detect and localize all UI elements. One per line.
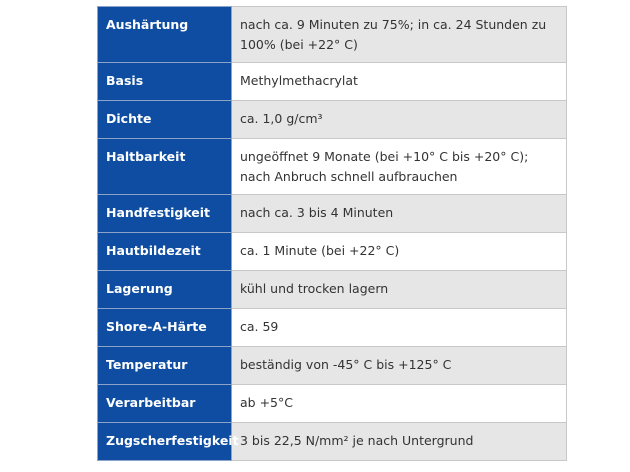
- spec-key: Basis: [98, 63, 232, 101]
- spec-value: ungeöffnet 9 Monate (bei +10° C bis +20° C); nach Anbruch schnell aufbrauchen: [232, 139, 567, 195]
- spec-key: Aushärtung: [98, 7, 232, 63]
- spec-value: beständig von -45° C bis +125° C: [232, 347, 567, 385]
- spec-key: Zugscherfestigkeit: [98, 423, 232, 461]
- spec-row-basis: [98, 63, 567, 101]
- spec-value: nach ca. 3 bis 4 Minuten: [232, 195, 567, 233]
- spec-value: kühl und trocken lagern: [232, 271, 567, 309]
- spec-key: Lagerung: [98, 271, 232, 309]
- spec-value: ca. 1 Minute (bei +22° C): [232, 233, 567, 271]
- spec-value: nach ca. 9 Minuten zu 75%; in ca. 24 Stunden zu 100% (bei +22° C): [232, 7, 567, 63]
- spec-row-haltbarkeit: [98, 139, 567, 195]
- spec-row-hautbildezeit: [98, 233, 567, 271]
- spec-key: Shore-A-Härte: [98, 309, 232, 347]
- spec-value: 3 bis 22,5 N/mm² je nach Untergrund: [232, 423, 567, 461]
- spec-row-aushaertung: [98, 7, 567, 63]
- spec-key: Dichte: [98, 101, 232, 139]
- spec-value: ab +5°C: [232, 385, 567, 423]
- spec-row-lagerung: [98, 271, 567, 309]
- spec-row-verarbeitbar: [98, 385, 567, 423]
- spec-value: Methylmethacrylat: [232, 63, 567, 101]
- spec-row-shore-a-haerte: [98, 309, 567, 347]
- spec-row-temperatur: [98, 347, 567, 385]
- spec-key: Handfestigkeit: [98, 195, 232, 233]
- spec-key: Haltbarkeit: [98, 139, 232, 195]
- spec-value: ca. 59: [232, 309, 567, 347]
- spec-row-handfestigkeit: [98, 195, 567, 233]
- spec-row-dichte: [98, 101, 567, 139]
- spec-key: Temperatur: [98, 347, 232, 385]
- spec-row-zugscherfestigkeit: [98, 423, 567, 461]
- spec-key: Hautbildezeit: [98, 233, 232, 271]
- spec-key: Verarbeitbar: [98, 385, 232, 423]
- specifications-table: [97, 6, 567, 461]
- spec-value: ca. 1,0 g/cm³: [232, 101, 567, 139]
